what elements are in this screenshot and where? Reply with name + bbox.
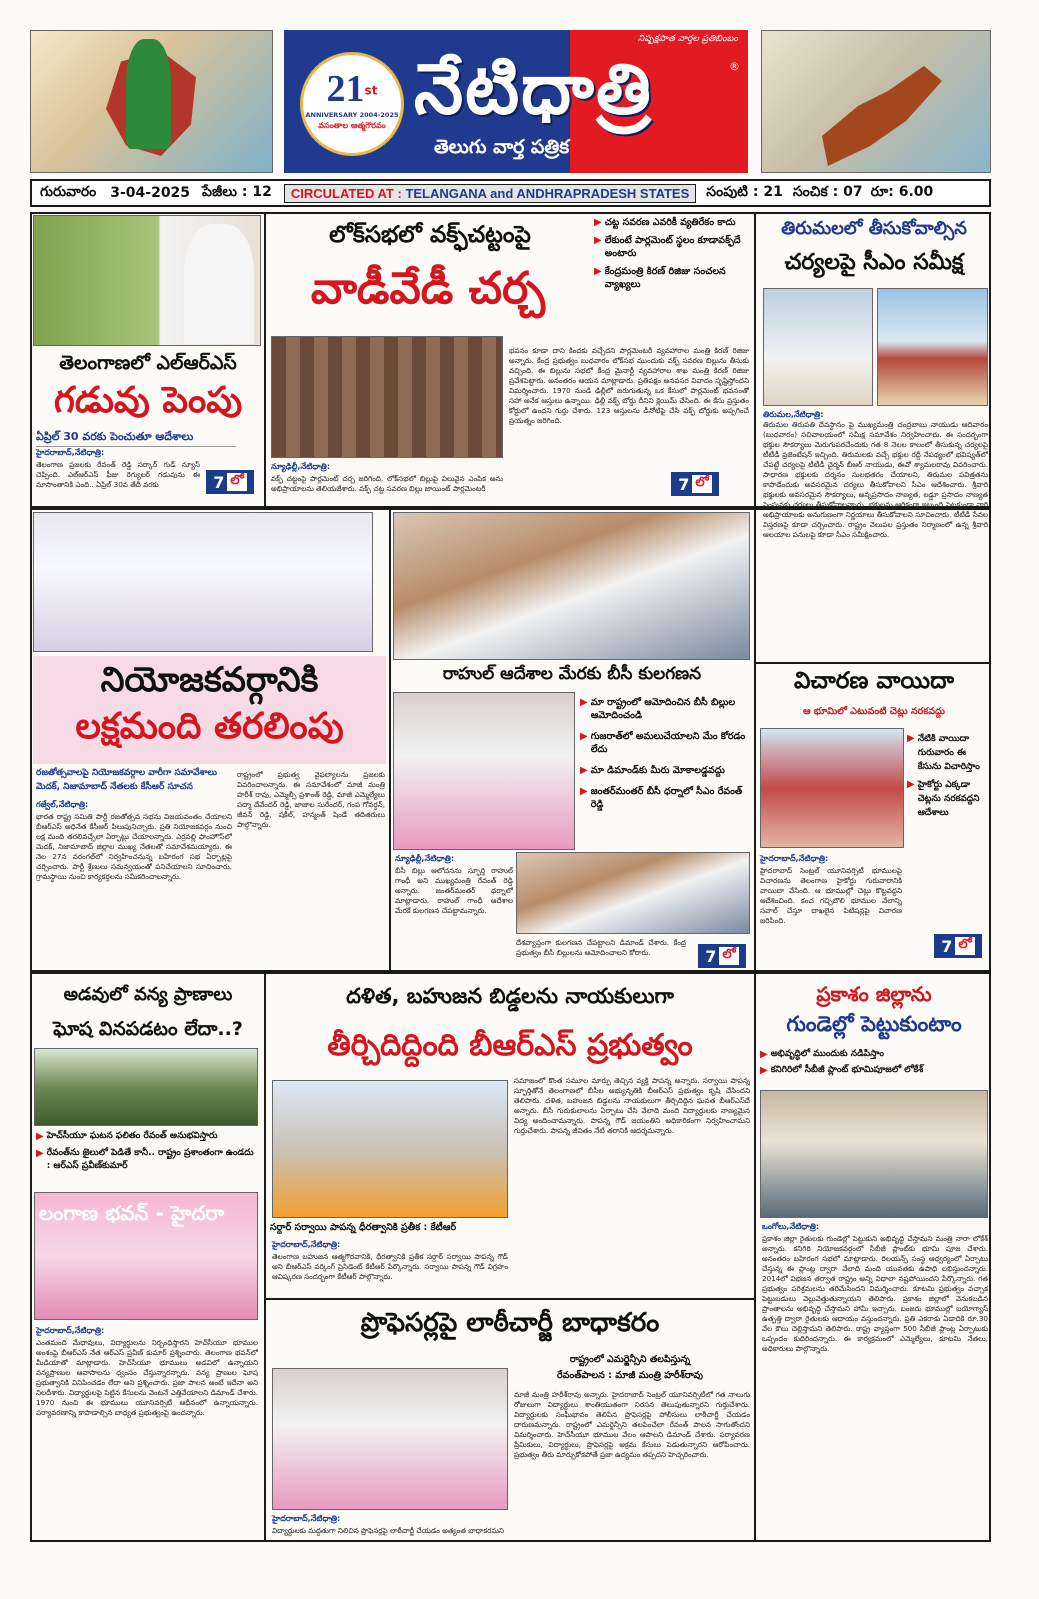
- story7-headline-main: ఘోష వినపడటం లేదా..?: [53, 1018, 243, 1040]
- masthead-right-image: [761, 30, 991, 173]
- story1-dateline: హైదరాబాద్,నేటిధాత్రి:: [36, 448, 105, 457]
- story6-body: హైదరాబాద్ సెంట్రల్ యూనివర్సిటీ భూములపై విచారణను తెలంగాణ హైకోర్టు గురువారానికి వాయిదా వేసింది. ఆ భూముల్లో చెట్లు కొట్టవద్దని ఆదేశించింది. కంచ గచ్చిబౌలి భూముల వేలాన్ని సవాల్ చేస్తూ దాఖలైన పిటిషన్లపై విచారణ జరిపింది.: [760, 866, 902, 925]
- story8-headline-top: దళిత, బహుజన బిడ్డలను నాయకులుగా: [346, 984, 674, 1008]
- story3-dateline: తిరుమల,నేటిధాత్రి:: [763, 410, 824, 419]
- arrow-icon: ▶: [907, 733, 915, 744]
- circulated-box: [284, 184, 696, 203]
- story6-page-ref[interactable]: 7 లో: [934, 934, 982, 958]
- lrs-photo: [33, 215, 261, 346]
- arrow-icon: ▶: [36, 1131, 44, 1142]
- person-icon: [184, 224, 254, 344]
- story1-page-ref[interactable]: 7 లో: [206, 470, 254, 494]
- masthead-logo-block: [284, 30, 748, 173]
- story6-page-number: 7: [941, 936, 953, 956]
- arrow-icon: ▶: [594, 266, 602, 277]
- story4-body-left: భారత రాష్ట్ర సమితి పార్టీ రజతోత్సవ సభను విజయవంతం చేయాలని బీఆర్‌ఎస్ అధినేత కేసీఆర్ పిలుపునిచ్చారు. ప్రతి నియోజకవర్గం నుంచి లక్ష మంది తరలివచ్చేలా ఏర్పాట్లు చేయాలన్నారు. ఎర్రవల్లి ఫాంహౌస్‌లో మెదక్, నిజామాబాద్ జిల్లాల ముఖ్య నేతలతో సమావేశమయ్యారు. ఈ నెల 27న వరంగల్‌లో నిర్వహించనున్న బహిరంగ సభ ఏర్పాట్లపై చర్చించారు. పార్టీ శ్రేణులు సమన్వయంతో పనిచేయాలని సూచించారు. గ్రామస్థాయి నుంచి కార్యకర్తలను సమీకరించాలన్నారు.: [36, 812, 232, 881]
- story9-dateline: ఒంగోలు,నేటిధాత్రి:: [762, 1222, 820, 1231]
- story10-dateline: హైదరాబాద్,నేటిధాత్రి:: [272, 1514, 341, 1523]
- lokesh-event-photo: [760, 1090, 988, 1218]
- parliament-photo: [271, 336, 503, 458]
- story2-page-ref[interactable]: 7 లో: [671, 472, 719, 496]
- masthead-left-image: [30, 30, 273, 173]
- story6-subhead: ఆ భూమిలో ఎటువంటి చెట్లు నరకవద్దు: [803, 706, 945, 717]
- story5-bullet-3: ▶ మా డిమాండ్‌కు మీరు మోకాలడ్డవద్దు: [580, 765, 725, 776]
- arrow-icon: ▶: [580, 697, 588, 708]
- papanna-statue-photo: [272, 1080, 508, 1218]
- story6-bullets: [907, 732, 989, 820]
- story10-subhead-1: రాష్ట్రంలో ఎమర్జెన్సీని తలపిస్తున్న: [569, 1354, 691, 1365]
- story7-body: ఎంతమంది మేధావులు, విద్యార్థులను నిర్బంధిస్తారని హెచ్‌సీయూ భూముల అంశంపై బీఆర్‌ఎస్ నేత ఆర్ఎస్ ప్రవీణ్ కుమార్ ప్రశ్నించారు. తెలంగాణ భవన్‌లో మీడియాతో మాట్లాడారు. హెచ్‌సీయూ భూములు అడవిలో ఉన్నాయని వన్యప్రాణుల ఆవాసాలను ధ్వంసం చేస్తున్నారన్నారు. వన్య ప్రాణుల ఘోష ప్రభుత్వానికి వినిపించడం లేదా అని ప్రశ్నించారు. ప్రజా పాలన అంటే ఇదేనా అని నిలదీశారు. విద్యార్థులపై పెట్టిన కేసులను వెంటనే ఎత్తివేయాలని డిమాండ్ చేశారు. 1970 నుంచి ఈ భూములు యూనివర్సిటీ ఆధీనంలో ఉన్నాయన్నారు. పర్యావరణాన్ని కాపాడాల్సిన బాధ్యత ప్రభుత్వంపై ఉందన్నారు.: [36, 1338, 258, 1417]
- arrow-icon: ▶: [580, 765, 588, 776]
- story2-dateline: న్యూఢిల్లీ,నేటిధాత్రి:: [271, 462, 331, 471]
- story1-headline-main: గడువు పెంపు: [53, 380, 243, 421]
- story8-dateline: హైదరాబాద్,నేటిధాత్రి:: [272, 1240, 341, 1249]
- story2-bullets: [594, 216, 750, 291]
- story5-bullet-4: ▶ జంతర్‌మంతర్ బీసీ ధర్నాలో సీఎం రేవంత్ రెడ్డి: [580, 786, 743, 810]
- story10-body-right: మాజీ మంత్రి హరీశ్‌రావు అన్నారు. హైదరాబాద్ సెంట్రల్ యూనివర్సిటీలో గత నాలుగు రోజులుగా విద్యార్థులు శాంతియుతంగా నిరసన తెలుపుతున్నారని గుర్తుచేశారు. విద్యార్థులకు సంఘీభావం తెలిపిన ప్రొఫెసర్లపై పోలీసులు లాఠీచార్జీ చేయడం దారుణమన్నారు. రాష్ట్రంలో ఎమర్జెన్సీని తలపించేలా రేవంత్ పాలన సాగుతోందని విమర్శించారు. హెచ్‌సీయూ భూముల వేలం ఆపాలని డిమాండ్ చేశారు. పర్యావరణ ప్రేమికులు, విద్యార్థులు, ప్రొఫెసర్లపై అక్రమ కేసులు పెడుతున్నారని ఆరోపించారు. ప్రభుత్వం తీరు మార్చుకోకపోతే ప్రజా ఉద్యమం తప్పదని హెచ్చరించారు.: [514, 1390, 750, 1459]
- highcourt-photo: [760, 728, 904, 848]
- story6-bullet-1: ▶ నేటికి వాయిదా గురువారం ఈ కేసును విచారిస్తాం: [907, 733, 980, 772]
- story1-subhead: ఏప్రిల్ 30 వరకు పెంచుతూ ఆదేశాలు: [36, 430, 236, 447]
- story3-headline-main: చర్యలపై సీఎం సమీక్ష: [784, 250, 964, 275]
- story7-bullet-2: ▶ రేవంత్‌ను జైలులో పెడితే కానీ.. రాష్ట్రం ప్రశాంతంగా ఉండదు : ఆర్ఎస్ ప్రవీణ్‌కుమార్: [36, 1148, 254, 1171]
- story9-bullets: [760, 1048, 990, 1077]
- story1-page-number: 7: [213, 472, 225, 492]
- story10-subhead-2: రేవంత్‌పాలన : మాజీ మంత్రి హరీశ్‌రావు: [557, 1370, 703, 1381]
- story7-headline-top: అడవులో వన్య ప్రాణాలు: [63, 984, 233, 1005]
- story2-body-right: భవనం కూడా దాని కిందకు వచ్చేదని పార్లమెంటరీ వ్యవహారాల మంత్రి కిరణ్ రిజిజు అన్నారు. కేంద్ర ప్రభుత్వం బుధవారం లోక్‌సభ ముందుకు వక్ఫ్ సవరణ బిల్లును తీసుకు వచ్చింది. ఈ బిల్లును సభలో కేంద్ర మైనార్టీ వ్యవహారాల శాఖ మంత్రి కిరణ్ రిజిజు ప్రవేశపెట్టారు. అనంతరం ఆయన మాట్లాడారు. ప్రతిపక్షం అనవసర వివాదం సృష్టిస్తోందని విమర్శించారు. 1970 నుండి ఢిల్లీలో జరుగుతున్న ఒక కేసులో పార్లమెంట్ భవనంతో సహా అనేక ఆస్తులు ఉన్నాయి. ఢిల్లీ వక్ఫ్ బోర్డు దీనిని క్లెయిమ్ చేసింది. ఈ కేసు ప్రస్తుతం కోర్టులో ఉందని గుర్తు చేశారు. 123 ఆస్తులను డీనోటిఫై చేసి వక్ఫ్ బోర్డుకు అప్పగించే ప్రయత్నం జరిగింది.: [509, 346, 749, 425]
- arrow-icon: ▶: [580, 786, 588, 797]
- story2-headline-main: వాడీవేడీ చర్చ: [310, 263, 546, 314]
- anniversary-number: 21: [326, 68, 365, 110]
- story9-headline-main: గుండెల్లో పెట్టుకుంటాం: [786, 1012, 962, 1036]
- story5-page-ref[interactable]: 7 లో: [698, 944, 746, 968]
- story2-headline-top: లోక్‌సభలో వక్ఫ్‌చట్టంపై: [329, 222, 531, 248]
- story3-body: తిరుమల తిరుపతి దేవస్థానం పై ముఖ్యమంత్రి చంద్రబాబు నాయుడు ఆదివారం (బుధవారం) సచివాలయంలో సమీక్ష సమావేశం నిర్వహించారు. ఈ సందర్భంగా భక్తుల సౌకర్యాలు మెరుగుపరచేందుకు గత 8 నెలల కాలంలో తీసుకున్న చర్యలపై టీటీడీ ప్రజెంటేషన్ ఇచ్చింది. తిరుమలకు వచ్చే భక్తుల రద్దీ నేపథ్యంలో భవిష్యత్‌లో చేపట్టే చర్యలపై టీటీడీ చైర్మన్ బీఆర్ నాయుడు, ఈవో శ్యామలరావు వివరించారు. సాధారణ భక్తులకు దర్శనం సులభతరం చేయాలని, తిరుమల పవిత్రతను కాపాడేందుకు అవసరమైన చర్యలు తీసుకోవాలని సీఎం ఆదేశించారు. శ్రీవారి భక్తులకు అవసరమైన సౌకర్యాలు, అన్నప్రసాదం నాణ్యత, లడ్డూ ప్రసాదం నాణ్యత పెంపునకు చర్యలు తీసుకోవాలన్నారు. భక్తులను ఆర్థికంగా ఇబ్బంది పెట్టకుండా వారి అభిప్రాయాలకు అనుగుణంగా నిర్ణయాలు తీసుకోవాలని సూచించారు. టీటీడీ సేవల విస్తరణపై కూడా చర్చించారు. రాష్ట్రం వెలుపల ప్రస్తుతం నిర్మాణంలో ఉన్న శ్రీవారి ఆలయాల పనులపై కూడా సీఎం సమీక్షించారు.: [763, 420, 988, 539]
- anniversary-sub: వసంతాల ఆత్మగౌరవం: [318, 121, 386, 130]
- story2-bullet-2: ▶ లేకుంటే పార్లమెంట్ స్థలం కూడావక్ఫ్‌దే అంటారు: [594, 235, 741, 259]
- arrow-icon: ▶: [760, 1049, 768, 1060]
- anniversary-text: ANNIVERSARY 2004-2025: [305, 111, 399, 119]
- story7-bullet-1: ▶ హెచ్‌సీయూ ఘటన ఫలితం రేవంత్ అనుభవిస్తారు: [36, 1131, 218, 1142]
- praveen-kumar-photo: [34, 1192, 258, 1320]
- photo-banner-text: లంగాణ భవన్ - హైదరా: [39, 1201, 225, 1225]
- story4-body-right: రాష్ట్రంలో ప్రభుత్వ వైఫల్యాలను ప్రజలకు వివరించాలన్నారు. ఈ సమావేశంలో మాజీ మంత్రి హరీశ్ రావు, ఎమ్మెల్సీ ప్రశాంత్ రెడ్డి, మాజీ ఎమ్మెల్యేలు పద్మా దేవేందర్ రెడ్డి, జాజాల సురేందర్, గంప గోవర్ధన్, జీవన్ రెడ్డి, షకీల్, హన్మంత్ షిండే తదితరులు పాల్గొన్నారు.: [237, 770, 385, 829]
- story4-headline-main: లక్షమంది తరలింపు: [75, 706, 344, 747]
- talli-figure-icon: [126, 39, 171, 149]
- anniversary-suffix: st: [364, 83, 378, 98]
- circulated-states: TELANGANA and ANDHRAPRADESH STATES: [405, 185, 690, 201]
- issue-date: 3-04-2025: [110, 185, 191, 201]
- story10-headline: ప్రొఫెసర్లపై లాఠీచార్జీ బాధాకరం: [360, 1308, 660, 1338]
- story6-headline: విచారణ వాయిదా: [794, 668, 954, 694]
- story9-bullet-2: ▶ కనిగిరిలో సీబీజీ ప్లాంట్ భూమిపూజలో లోకేశ్: [760, 1065, 924, 1076]
- story5-bullet-2: ▶ గుజరాత్‌లో అమలుచేయాలని మేం కోరడం లేదు: [580, 731, 746, 755]
- kcr-meeting-photo: [33, 512, 373, 652]
- info-bar: [30, 179, 991, 207]
- arrow-icon: ▶: [580, 731, 588, 742]
- rahul-rally-photo: [393, 512, 750, 660]
- issue-pages: పేజీలు : 12: [202, 183, 272, 200]
- harish-rao-photo: [272, 1368, 508, 1510]
- story8-body-left: తెలంగాణ బహుజన ఆత్మగౌరవానికి, ధీరత్వానికి ప్రతీక సర్దార్ సర్వాయి పాపన్న గౌడ్ అని బీఆర్‌ఎస్ వర్కింగ్ ప్రెసిడెంట్ కేటీఆర్ పేర్కొన్నారు. సర్వాయి పాపన్న గౌడ్ విగ్రహం ఆవిష్కరణ సందర్భంగా కేటీఆర్ పాల్గొన్నారు.: [272, 1252, 508, 1281]
- story1-body: తెలంగాణ ప్రజలకు రేవంత్ రెడ్డి సర్కార్ గుడ్ న్యూస్ చెప్పింది. ఎల్‌ఆర్‌ఎస్ ఫీజు రెగ్యులర్ గడువును ఈ మాసాంతానికి ఎంది.. ఏప్రిల్ 30వ తేదీ వరకు: [36, 460, 200, 489]
- story8-headline-main: తీర్చిదిద్దింది బీఆర్‌ఎస్ ప్రభుత్వం: [327, 1028, 693, 1063]
- arrow-icon: ▶: [907, 779, 915, 790]
- story4-dateline: గజ్వేల్,నేటిధాత్రి:: [36, 800, 89, 809]
- story4-subhead-2: మెదక్, నిజామాబాద్ నేతలకు కేసీఆర్ సూచన: [36, 782, 193, 792]
- circulated-label: CIRCULATED AT :: [290, 185, 402, 201]
- dharna-photo: [516, 852, 750, 934]
- story7-dateline: హైదరాబాద్,నేటిధాత్రి:: [36, 1326, 105, 1335]
- issue-price: రూ: 6.00: [870, 183, 934, 200]
- story8-body-right: సమాజంలో కొంత సమూల మార్పు తెచ్చిన వ్యక్తి పాపన్న అన్నారు. సర్వాయి పాపన్న స్ఫూర్తితోనే తెలంగాణలో బీసీల అభ్యున్నతికి బీఆర్‌ఎస్ ప్రభుత్వం కృషి చేసిందని తెలిపారు. దళిత, బహుజన బిడ్డలను నాయకులుగా తీర్చిదిద్దిన ఘనత బీఆర్‌ఎస్‌దే అన్నారు. బీసీ గురుకులాలను ఏర్పాటు చేసి వేలాది మంది విద్యార్థులకు నాణ్యమైన విద్య అందించామన్నారు. పాపన్న గౌడ్ జయంతిని అధికారికంగా నిర్వహించామని గుర్తుచేశారు. పాపన్న జీవితం నేటి తరానికి ఆదర్శమన్నారు.: [514, 1076, 750, 1135]
- andhra-map-icon: [822, 66, 942, 166]
- story5-page-number: 7: [705, 946, 717, 966]
- story7-bullets: [36, 1130, 258, 1173]
- story5-headline: రాహుల్ ఆదేశాల మేరకు బీసీ కులగణన: [442, 664, 702, 684]
- story2-body-left: వక్ఫ్ చట్టంపై పార్లమెంట్ చర్చ జరిగింది. లోక్‌సభలో బిల్లుపై విలువైన ఎంపిక అను అభిప్రాయాలను తెలియజేశారు. వక్ఫ్ చట్ట సవరణ బిల్లు జాయింట్ పార్లమెంటరీ: [271, 474, 503, 493]
- masthead-logo-subtitle: తెలుగు వార్త పత్రిక: [434, 136, 570, 158]
- story2-bullet-1: ▶ చట్ట సవరణ ఎవరికీ వ్యతిరేకం కాదు: [594, 217, 736, 228]
- story8-caption: సర్దార్ సర్వాయి పాపన్న ధీరత్వానికి ప్రతీక : కేటీఆర్: [270, 1222, 457, 1233]
- story10-body-left: విద్యార్థులకు మద్దతుగా నిలిచిన ప్రొఫెసర్లపై లాఠీచార్జీ చేయడం అత్యంత బాధాకరమని: [272, 1526, 504, 1535]
- arrow-icon: ▶: [760, 1065, 768, 1076]
- issue-number: సంచిక : 07: [792, 183, 863, 200]
- story6-bullet-2: ▶ హైకోర్టు ఎక్కడా చెట్లను నరకవద్దని ఆదేశాలు: [907, 779, 980, 818]
- story9-bullet-1: ▶ అభివృద్ధిలో ముందుకు నడిపిస్తాం: [760, 1049, 884, 1060]
- anniversary-badge: [300, 52, 404, 156]
- revanth-speech-photo: [393, 692, 575, 850]
- story9-headline-top: ప్రకాశం జిల్లాను: [816, 982, 932, 1006]
- story9-body: ప్రకాశం జిల్లా రైతులకు గుండెల్లో పెట్టుకుని అభివృద్ధి చేస్తామని మంత్రి నారా లోకేశ్ అన్నారు. కనిగిరి నియోజకవర్గంలో సీబీజీ ప్లాంట్‌కు భూమి పూజ చేశారు. అనంతరం బహిరంగ సభలో మాట్లాడారు. రిలయన్స్ సంస్థ ఆధ్వర్యంలో ఏర్పాటు చేస్తున్న ఈ ప్లాంట్ల ద్వారా వేలాది మంది యువతకు ఉపాధి లభిస్తుందన్నారు. 2014లో విభజన తర్వాత రాష్ట్రం అన్ని విధాలా నష్టపోయిందని పేర్కొన్నారు. గత ప్రభుత్వం పరిశ్రమలను తరిమేసిందని విమర్శించారు. కూటమి ప్రభుత్వం వచ్చాక పెట్టుబడులు వెల్లువెత్తుతున్నాయని తెలిపారు. ప్రకాశం జిల్లాలో వెనుకబడిన ప్రాంతాలను అభివృద్ధి చేస్తామని హామీ ఇచ్చారు. బంజరు భూముల్లో బయోగ్యాస్ ఉత్పత్తి ద్వారా రైతులకు ఆదాయం వస్తుందన్నారు. ప్రతి ఎకరాకు ఏడాదికి రూ.30 వేల కౌలు చెల్లిస్తామని తెలిపారు. రాష్ట్ర వ్యాప్తంగా 500 సీబీజీ ప్లాంట్ల ఏర్పాటుకు ఒప్పందం కుదిరిందన్నారు. ఈ కార్యక్రమంలో ఎమ్మెల్యేలు, కూటమి నేతలు, అధికారులు పాల్గొన్నారు.: [762, 1234, 988, 1353]
- temple-photo: [877, 288, 988, 406]
- arrow-icon: ▶: [594, 217, 602, 228]
- story5-dateline: న్యూఢిల్లీ,నేటిధాత్రి:: [395, 854, 455, 863]
- forest-photo: [34, 1048, 258, 1126]
- issue-volume: సంపుటి : 21: [706, 183, 783, 200]
- masthead-tagline: నిష్పక్షపాత వార్తల ప్రతిబింబం: [637, 34, 738, 44]
- masthead-logo-title: నేటిధాత్రి: [414, 48, 653, 130]
- story5-bullet-1: ▶ మా రాష్ట్రంలో ఆమోదించిన బీసీ బిల్లుల ఆమోదించండి: [580, 697, 736, 721]
- story2-page-number: 7: [678, 474, 690, 494]
- issue-day: గురువారం: [40, 183, 97, 200]
- story1-headline-top: తెలంగాణలో ఎల్‌ఆర్‌ఎస్: [59, 352, 237, 374]
- story6-dateline: హైదరాబాద్,నేటిధాత్రి:: [760, 854, 829, 863]
- story5-bullets: [580, 696, 750, 811]
- story5-body-right: దేశవ్యాప్తంగా కులగణన చేపట్టాలని డిమాండ్ చేశారు. కేంద్ర ప్రభుత్వం బీసీ బిల్లులను ఆమోదించాలని కోరారు.: [516, 938, 686, 957]
- arrow-icon: ▶: [36, 1148, 44, 1159]
- story3-headline-top: తిరుమలలో తీసుకోవాల్సిన: [781, 218, 967, 239]
- story4-headline-top: నియోజకవర్గానికి: [100, 660, 319, 700]
- story4-subhead-1: రజతోత్సవాలపై నియోజకవర్గాల వారీగా సమావేశాలు: [36, 768, 217, 778]
- registered-mark: ®: [729, 60, 740, 73]
- arrow-icon: ▶: [594, 235, 602, 246]
- story5-body-left: బీసీ బిల్లు ఆలోచనను స్ఫూర్తి రాహుల్ గాంధీ అని ముఖ్యమంత్రి రేవంత్ రెడ్డి అన్నారు. జంతర్‌మంతర్ ధర్నాలో మాట్లాడారు. రాహుల్ గాంధీ ఆదేశాల మేరకే కులగణన చేపట్టామన్నారు.: [395, 866, 513, 915]
- story2-bullet-3: ▶ కేంద్రమంత్రి కిరణ్ రిజిజు సంచలన వ్యాఖ్యలు: [594, 266, 726, 290]
- cm-photo: [763, 288, 873, 406]
